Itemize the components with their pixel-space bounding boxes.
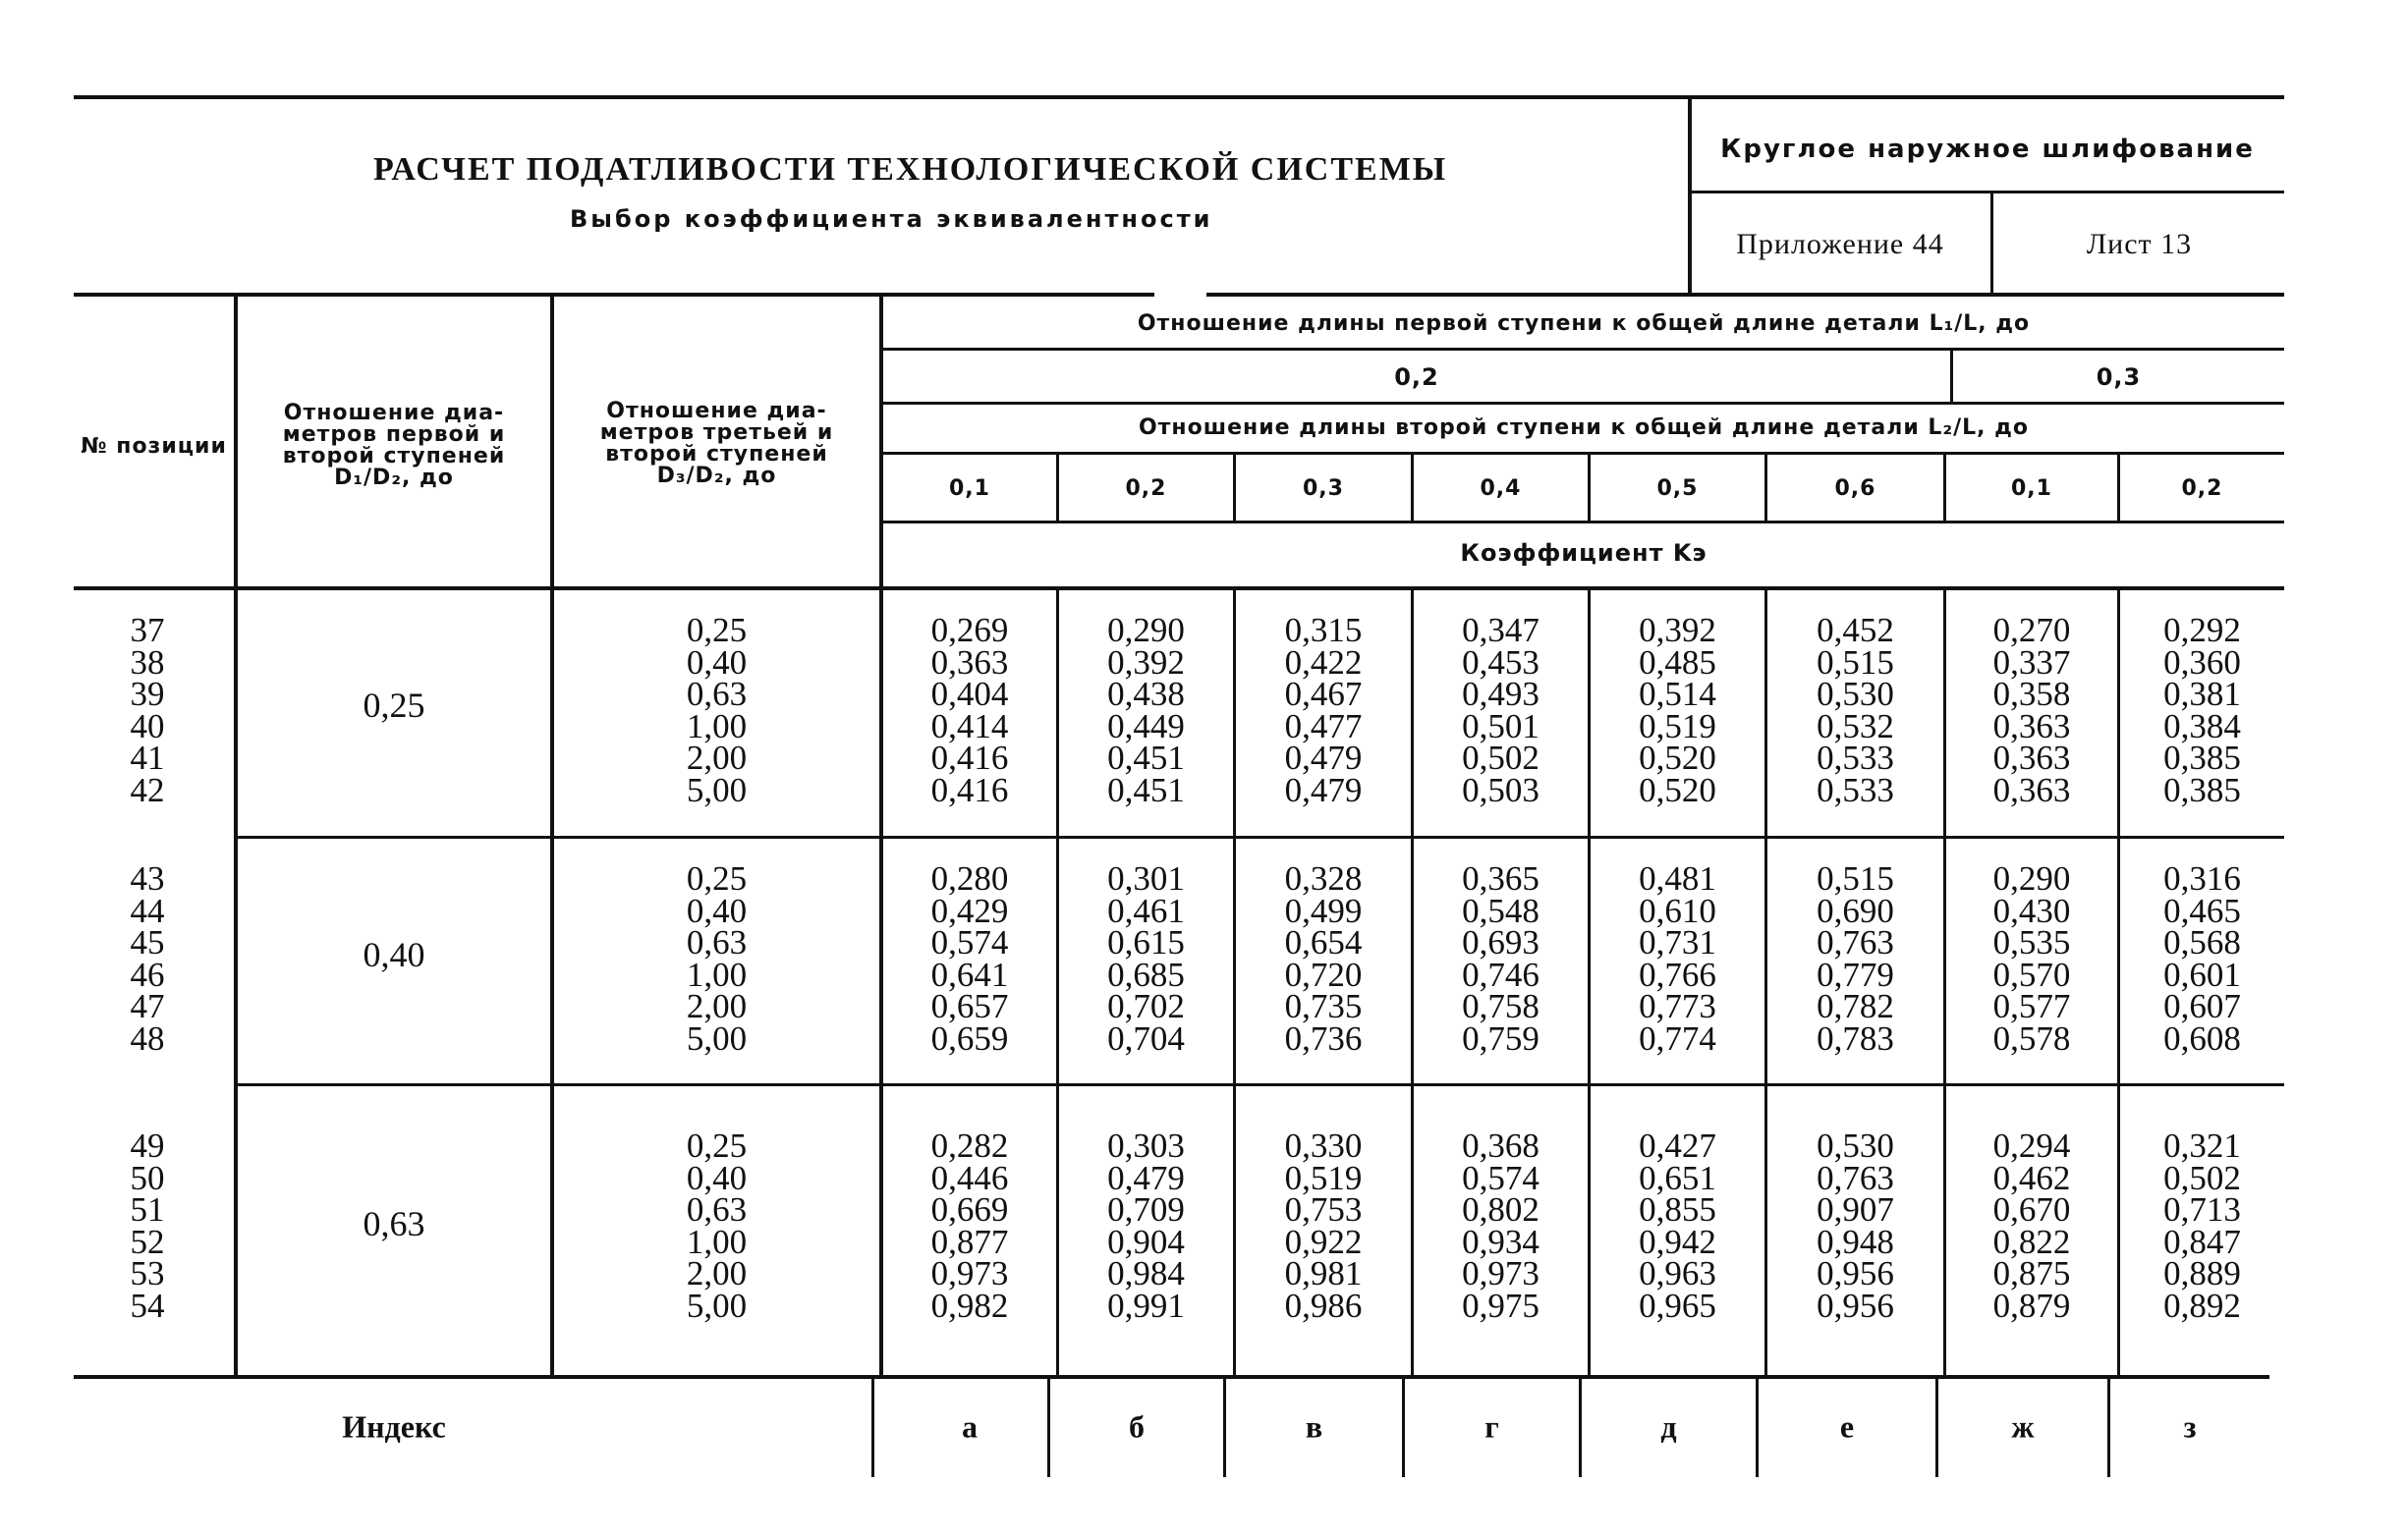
list-item: 5,00 [686,1018,748,1058]
table-cell: 0,360 [2163,642,2241,682]
d1-header-line: Отношение диа- [283,401,505,425]
table-cell: 0,577 [1992,987,2071,1025]
table-cell: 0,975 [1462,1286,1539,1325]
l2-value: 0,2 [1125,476,1167,501]
list-item: 0,63 [686,1190,748,1229]
coefficient-column [883,1127,1056,1325]
table-cell: 0,347 [1462,611,1539,649]
table-cell: 0,877 [930,1222,1009,1261]
table-cell: 0,956 [1817,1254,1894,1292]
list-item: 1,00 [686,1222,748,1261]
coefficient-column [1946,1127,2117,1325]
table-cell: 0,269 [930,611,1009,649]
table-cell: 0,608 [2163,1018,2241,1058]
l2-value: 0,1 [949,476,990,501]
list-item: 41 [130,739,165,777]
list-item: 38 [130,642,165,682]
table-cell: 0,982 [930,1286,1009,1325]
index-letter: е [1839,1408,1855,1445]
table-cell: 0,316 [2163,859,2241,898]
table-cell: 0,802 [1462,1190,1539,1229]
list-item: 46 [130,955,165,994]
coefficient-column [1414,611,1588,809]
table-cell: 0,438 [1107,675,1185,713]
table-cell: 0,956 [1817,1286,1894,1325]
table-cell: 0,532 [1817,706,1894,745]
table-cell: 0,855 [1639,1190,1716,1229]
table-cell: 0,485 [1639,642,1716,682]
table-cell: 0,385 [2163,770,2241,809]
page-title: РАСЧЕТ ПОДАТЛИВОСТИ ТЕХНОЛОГИЧЕСКОЙ СИСТЕМЫ [373,151,1448,188]
list-item: 5,00 [686,1286,748,1325]
table-cell: 0,530 [1817,1127,1894,1165]
table-cell: 0,515 [1817,859,1894,898]
table-cell: 0,502 [1462,739,1539,777]
list-item: 2,00 [686,987,748,1025]
list-item: 0,40 [686,1158,748,1197]
table-cell: 0,328 [1284,859,1363,898]
table-cell: 0,449 [1107,706,1185,745]
d1-ratio-value: 0,25 [363,686,425,725]
coefficient-column [2120,611,2284,809]
list-item: 45 [130,923,165,962]
table-cell: 0,303 [1107,1127,1185,1165]
d3-header-line: D₃/D₂, до [656,464,777,488]
table-cell: 0,720 [1284,955,1363,994]
table-cell: 0,615 [1107,923,1185,962]
table-cell: 0,981 [1284,1254,1363,1292]
list-item: 2,00 [686,1254,748,1292]
list-item: 51 [130,1190,165,1229]
table-cell: 0,693 [1462,923,1539,962]
coefficient-column [1236,611,1411,809]
table-cell: 0,779 [1817,955,1894,994]
list-item: 43 [130,859,165,898]
table-cell: 0,280 [930,859,1009,898]
list-item: 0,63 [686,923,748,962]
list-item: 50 [130,1158,165,1197]
l2-value: 0,5 [1656,476,1699,501]
index-letter: ж [2011,1408,2035,1445]
list-item: 48 [130,1018,165,1058]
coefficient-column [2120,1127,2284,1325]
table-cell: 0,735 [1284,987,1363,1025]
index-letter: з [2183,1408,2197,1445]
coefficient-column [1059,859,1233,1058]
list-item: 53 [130,1254,165,1292]
coefficient-column [1236,1127,1411,1325]
d3-ratio-list [554,611,879,809]
coefficient-column [1767,611,1943,809]
table-cell: 0,570 [1992,955,2071,994]
table-cell: 0,493 [1462,675,1539,713]
table-cell: 0,746 [1462,955,1539,994]
index-letter: г [1484,1408,1499,1445]
table-cell: 0,822 [1992,1222,2071,1261]
table-cell: 0,503 [1462,770,1539,809]
table-cell: 0,892 [2163,1286,2241,1325]
table-cell: 0,363 [1992,770,2071,809]
table-cell: 0,451 [1107,739,1185,777]
list-item: 1,00 [686,955,748,994]
table-cell: 0,763 [1817,1158,1894,1197]
table-cell: 0,651 [1639,1158,1716,1197]
coefficient-column [1767,1127,1943,1325]
table-cell: 0,381 [2163,675,2241,713]
table-cell: 0,702 [1107,987,1185,1025]
coefficient-column [1059,611,1233,809]
table-cell: 0,519 [1639,706,1716,745]
table-cell: 0,773 [1639,987,1716,1025]
list-item: 44 [130,891,165,930]
table-cell: 0,533 [1817,739,1894,777]
table-cell: 0,713 [2163,1190,2241,1229]
table-cell: 0,948 [1817,1222,1894,1261]
d3-ratio-list [554,859,879,1058]
table-cell: 0,452 [1817,611,1894,649]
d1-header-line: второй ступеней [282,444,506,468]
page-subtitle: Выбор коэффициента эквивалентности [570,205,1213,233]
table-cell: 0,294 [1992,1127,2071,1165]
l2-value: 0,2 [2181,476,2223,501]
coefficient-column [1059,1127,1233,1325]
coefficient-header: Коэффициент Kэ [1460,539,1707,567]
list-item: 5,00 [686,770,748,809]
table-cell: 0,465 [2163,891,2241,930]
table-cell: 0,301 [1107,859,1185,898]
d1-ratio-column-header [238,403,550,489]
l1-ratio-header: Отношение длины первой ступени к общей длине детали L₁/L, до [1137,311,2031,336]
table-cell: 0,758 [1462,987,1539,1025]
l2-ratio-header: Отношение длины второй ступени к общей длине детали L₂/L, до [1138,415,2030,440]
coefficient-column [1767,859,1943,1058]
table-cell: 0,704 [1107,1018,1185,1058]
table-cell: 0,477 [1284,706,1363,745]
table-cell: 0,321 [2163,1127,2241,1165]
index-label: Индекс [342,1408,446,1445]
position-list [98,859,196,1058]
d1-ratio-value: 0,40 [363,935,425,974]
table-cell: 0,414 [930,706,1009,745]
table-cell: 0,963 [1639,1254,1716,1292]
table-cell: 0,568 [2163,923,2241,962]
coefficient-column [1414,859,1588,1058]
d1-header-line: D₁/D₂, до [334,466,454,490]
table-cell: 0,922 [1284,1222,1363,1261]
list-item: 0,40 [686,642,748,682]
list-item: 2,00 [686,739,748,777]
table-cell: 0,501 [1462,706,1539,745]
d1-header-line: метров первой и [282,422,506,447]
table-cell: 0,690 [1817,891,1894,930]
l1-group-label: 0,3 [2096,363,2142,391]
table-cell: 0,384 [2163,706,2241,745]
coefficient-column [1591,859,1764,1058]
coefficient-column [1414,1127,1588,1325]
coefficient-column [1946,611,2117,809]
table-cell: 0,392 [1107,642,1185,682]
list-item: 49 [130,1127,165,1165]
table-cell: 0,783 [1817,1018,1894,1058]
table-cell: 0,467 [1284,675,1363,713]
table-cell: 0,315 [1284,611,1363,649]
list-item: 40 [130,706,165,745]
d3-header-line: метров третьей и [599,420,834,445]
table-cell: 0,479 [1284,739,1363,777]
table-cell: 0,934 [1462,1222,1539,1261]
table-cell: 0,548 [1462,891,1539,930]
table-cell: 0,368 [1462,1127,1539,1165]
list-item: 39 [130,675,165,713]
coefficient-column [1591,1127,1764,1325]
table-cell: 0,669 [930,1190,1009,1229]
coefficient-column [1591,611,1764,809]
table-cell: 0,907 [1817,1190,1894,1229]
table-cell: 0,462 [1992,1158,2071,1197]
list-item: 47 [130,987,165,1025]
table-cell: 0,607 [2163,987,2241,1025]
table-cell: 0,451 [1107,770,1185,809]
d3-ratio-list [554,1127,879,1325]
table-cell: 0,430 [1992,891,2071,930]
list-item: 42 [130,770,165,809]
table-cell: 0,709 [1107,1190,1185,1229]
table-cell: 0,753 [1284,1190,1363,1229]
l2-value: 0,6 [1834,476,1876,501]
d3-ratio-column-header [554,401,879,487]
index-letter: б [1129,1408,1145,1445]
table-cell: 0,736 [1284,1018,1363,1058]
table-cell: 0,461 [1107,891,1185,930]
table-cell: 0,520 [1639,770,1716,809]
table-cell: 0,392 [1639,611,1716,649]
table-cell: 0,365 [1462,859,1539,898]
table-cell: 0,847 [2163,1222,2241,1261]
table-cell: 0,422 [1284,642,1363,682]
table-cell: 0,578 [1992,1018,2071,1058]
appendix-label: Приложение 44 [1736,228,1944,260]
coefficient-column [883,859,1056,1058]
sheet-label: Лист 13 [2086,228,2193,260]
coefficient-column [883,611,1056,809]
table-cell: 0,879 [1992,1286,2071,1325]
table-cell: 0,601 [2163,955,2241,994]
table-cell: 0,515 [1817,642,1894,682]
table-cell: 0,610 [1639,891,1716,930]
table-cell: 0,385 [2163,739,2241,777]
table-cell: 0,427 [1639,1127,1716,1165]
table-cell: 0,530 [1817,675,1894,713]
table-cell: 0,731 [1639,923,1716,962]
table-cell: 0,641 [930,955,1009,994]
table-cell: 0,520 [1639,739,1716,777]
table-cell: 0,535 [1992,923,2071,962]
d3-header-line: второй ступеней [605,442,828,467]
table-cell: 0,973 [1462,1254,1539,1292]
coefficient-column [1946,859,2117,1058]
list-item: 37 [130,611,165,649]
table-cell: 0,659 [930,1018,1009,1058]
list-item: 1,00 [686,706,748,745]
table-cell: 0,363 [1992,706,2071,745]
table-cell: 0,986 [1284,1286,1363,1325]
table-cell: 0,519 [1284,1158,1363,1197]
table-cell: 0,363 [1992,739,2071,777]
index-letter: а [962,1408,978,1445]
l2-value: 0,3 [1303,476,1344,501]
table-cell: 0,889 [2163,1254,2241,1292]
position-list [98,1127,196,1325]
table-cell: 0,965 [1639,1286,1716,1325]
d3-header-line: Отношение диа- [606,399,827,423]
table-cell: 0,875 [1992,1254,2071,1292]
table-cell: 0,782 [1817,987,1894,1025]
coefficient-column [2120,859,2284,1058]
coefficient-column [1236,859,1411,1058]
list-item: 0,25 [686,611,748,649]
table-cell: 0,533 [1817,770,1894,809]
table-cell: 0,453 [1462,642,1539,682]
table-cell: 0,763 [1817,923,1894,962]
list-item: 0,25 [686,1127,748,1165]
table-cell: 0,404 [930,675,1009,713]
table-cell: 0,991 [1107,1286,1185,1325]
table-cell: 0,479 [1107,1158,1185,1197]
table-cell: 0,685 [1107,955,1185,994]
table-cell: 0,270 [1992,611,2071,649]
table-cell: 0,429 [930,891,1009,930]
position-column-header: № позиции [81,434,227,459]
table-cell: 0,904 [1107,1222,1185,1261]
index-letter: в [1305,1408,1323,1445]
l1-group-label: 0,2 [1394,363,1439,391]
list-item: 0,63 [686,675,748,713]
d1-ratio-value: 0,63 [363,1204,425,1243]
table-cell: 0,670 [1992,1190,2071,1229]
table-cell: 0,766 [1639,955,1716,994]
table-cell: 0,481 [1639,859,1716,898]
table-cell: 0,337 [1992,642,2071,682]
l2-value: 0,1 [2011,476,2052,501]
table-cell: 0,574 [930,923,1009,962]
table-cell: 0,479 [1284,770,1363,809]
table-cell: 0,282 [930,1127,1009,1165]
table-cell: 0,416 [930,739,1009,777]
position-list [98,611,196,809]
table-cell: 0,657 [930,987,1009,1025]
table-cell: 0,290 [1992,859,2071,898]
index-letter: д [1660,1408,1677,1445]
list-item: 52 [130,1222,165,1261]
table-cell: 0,292 [2163,611,2241,649]
table-cell: 0,984 [1107,1254,1185,1292]
table-cell: 0,499 [1284,891,1363,930]
table-cell: 0,416 [930,770,1009,809]
l2-value: 0,4 [1480,476,1522,501]
process-name: Круглое наружное шлифование [1720,135,2255,164]
table-cell: 0,759 [1462,1018,1539,1058]
table-cell: 0,774 [1639,1018,1716,1058]
list-item: 0,40 [686,891,748,930]
table-cell: 0,942 [1639,1222,1716,1261]
list-item: 0,25 [686,859,748,898]
table-cell: 0,290 [1107,611,1185,649]
table-cell: 0,446 [930,1158,1009,1197]
table-cell: 0,514 [1639,675,1716,713]
table-cell: 0,973 [930,1254,1009,1292]
table-cell: 0,330 [1284,1127,1363,1165]
table-cell: 0,574 [1462,1158,1539,1197]
table-cell: 0,654 [1284,923,1363,962]
list-item: 54 [130,1286,165,1325]
table-cell: 0,363 [930,642,1009,682]
table-cell: 0,358 [1992,675,2071,713]
table-cell: 0,502 [2163,1158,2241,1197]
